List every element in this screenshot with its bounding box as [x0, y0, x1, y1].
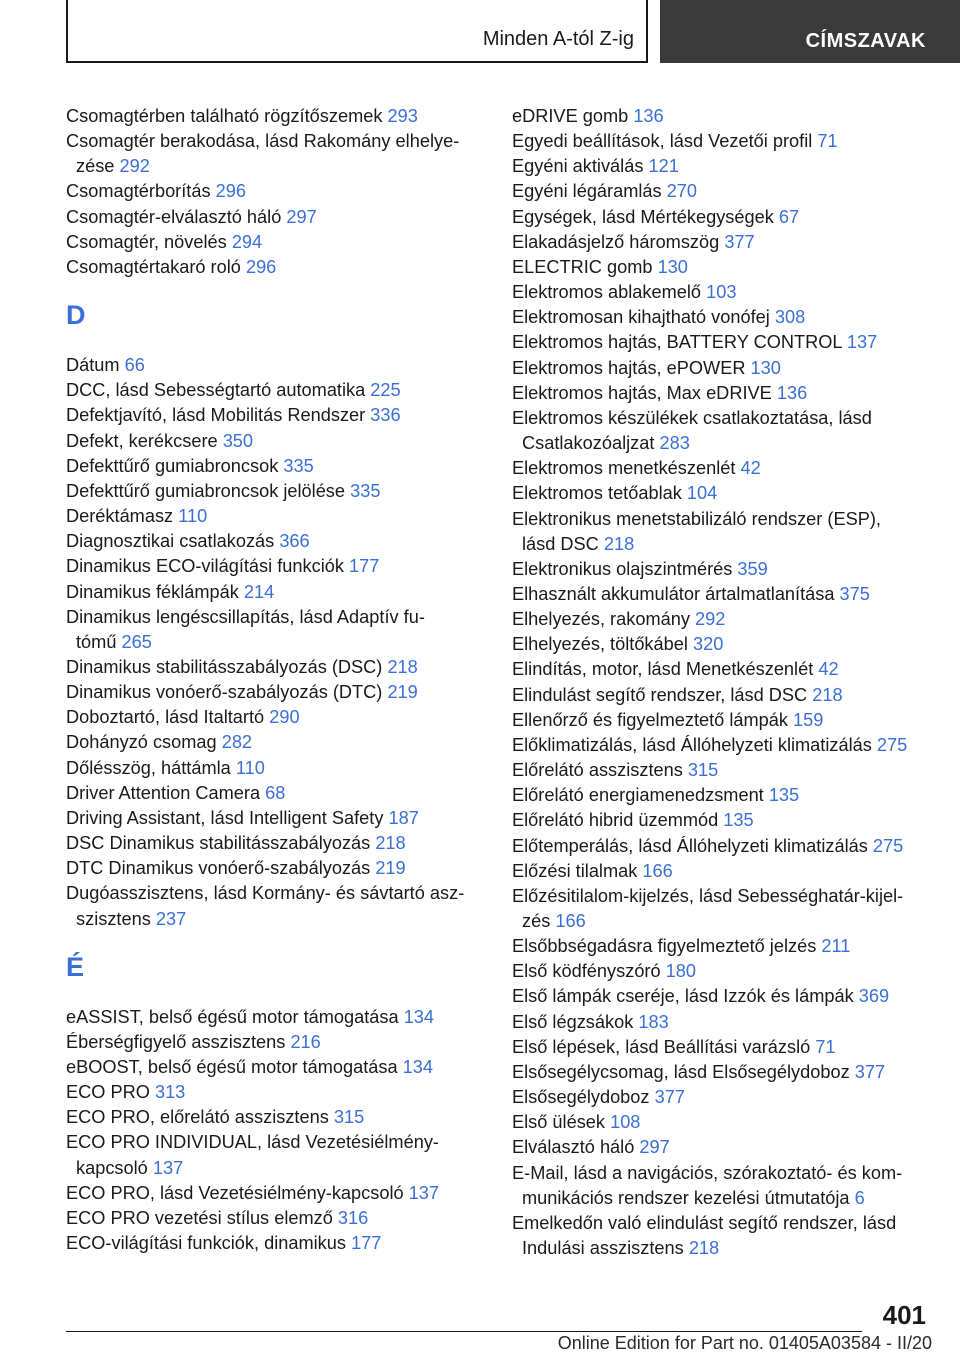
index-entry-term: ECO PRO vezetési stílus elemző	[66, 1207, 333, 1228]
index-entry	[512, 330, 932, 355]
index-entry	[512, 381, 932, 406]
index-entry	[512, 859, 932, 884]
index-entry	[512, 959, 932, 984]
index-entry	[512, 129, 932, 154]
index-entry	[66, 705, 486, 730]
index-entry-term: Elhasznált akkumulátor ártalmatlanítása	[512, 583, 835, 604]
index-entry	[512, 1035, 932, 1060]
index-entry	[512, 834, 932, 859]
index-entry-page-link[interactable]: 71	[815, 1036, 836, 1057]
index-entry-continuation: kapcsoló	[76, 1157, 148, 1178]
index-entry-page-link[interactable]: 283	[659, 433, 690, 454]
index-entry-term: E-Mail, lásd a navigációs, szórakoztató- és kom-	[512, 1162, 903, 1183]
index-entry-page-link[interactable]: 218	[387, 656, 418, 677]
index-entry-page-link[interactable]: 135	[723, 810, 754, 831]
index-entry-continuation: Csatlakozóaljzat	[522, 433, 655, 454]
index-entry-term: Egységek, lásd Mértékegységek	[512, 206, 774, 227]
index-entry-page-link[interactable]: 296	[215, 181, 246, 202]
index-entry-page-link[interactable]: 218	[688, 1238, 720, 1259]
index-entry	[512, 708, 932, 733]
index-entry	[66, 756, 486, 781]
index-entry-page-link[interactable]: 292	[119, 156, 150, 177]
index-entry	[512, 456, 932, 481]
index-entry-term: Első ködfényszóró	[512, 961, 661, 982]
index-entry-page-link[interactable]: 297	[639, 1137, 670, 1158]
index-entry-page-link[interactable]: 103	[706, 282, 737, 303]
index-entry-page-link[interactable]: 296	[245, 256, 277, 277]
index-entry-page-link[interactable]: 275	[876, 734, 908, 755]
index-entry-term: Elektromos hajtás, Max eDRIVE	[512, 382, 772, 403]
index-entry-term: Defekttűrő gumiabroncsok	[66, 455, 279, 476]
index-entry-term: Elektromos készülékek csatlakoztatása, lásd	[512, 407, 872, 428]
index-group-d	[66, 353, 486, 932]
index-entry-page-link[interactable]: 135	[768, 785, 800, 806]
index-entry-term: Elsősegélydoboz	[512, 1087, 650, 1108]
index-entry-term: Elektromos tetőablak	[512, 483, 682, 504]
index-entry	[512, 1085, 932, 1110]
index-entry-term: ECO-világítási funkciók, dinamikus	[66, 1233, 346, 1254]
index-entry-term: Defekt, kerékcsere	[66, 430, 218, 451]
index-entry-term: Dinamikus stabilitásszabályozás (DSC)	[66, 656, 383, 677]
index-entry	[512, 657, 932, 682]
index-entry	[512, 1110, 932, 1135]
index-entry	[66, 205, 486, 230]
index-entry-page-link[interactable]: 187	[388, 807, 419, 828]
index-entry-term: Éberségfigyelő asszisztens	[66, 1031, 286, 1052]
index-entry-term: Elektronikus menetstabilizáló rendszer (ESP),	[512, 508, 881, 529]
index-entry-page-link[interactable]: 180	[665, 961, 697, 982]
index-entry-term: eASSIST, belső égésű motor támogatása	[66, 1006, 399, 1027]
index-entry-page-link[interactable]: 136	[776, 382, 808, 403]
index-entry-term: Elhelyezés, rakomány	[512, 609, 690, 630]
index-entry-term: Dinamikus lengéscsillapítás, lásd Adaptív fu-	[66, 606, 425, 627]
index-entry-continuation: zése	[76, 156, 115, 177]
index-entry	[66, 781, 486, 806]
index-entry-term: Elektronikus olajszintmérés	[512, 558, 733, 579]
index-entry-page-link[interactable]: 68	[265, 782, 286, 803]
index-entry	[66, 1005, 486, 1030]
index-entry-page-link[interactable]: 136	[633, 106, 664, 126]
index-entry-page-link[interactable]: 214	[243, 581, 275, 602]
index-entry-page-link[interactable]: 290	[269, 707, 300, 728]
index-entry-page-link[interactable]: 315	[687, 760, 719, 781]
index-entry-term: Elektromos menetkészenlét	[512, 458, 736, 479]
index-entry-page-link[interactable]: 130	[750, 357, 781, 378]
index-entry-page-link[interactable]: 293	[387, 106, 418, 126]
index-entry-term: Dugóasszisztens, lásd Kormány- és sávtartó asz-	[66, 883, 465, 904]
index-entry-page-link[interactable]: 6	[854, 1187, 865, 1208]
index-entry-page-link[interactable]: 177	[349, 556, 380, 577]
header-chapter-title: CÍMSZAVAK	[805, 30, 926, 52]
index-entry-term: ECO PRO INDIVIDUAL, lásd Vezetésiélmény-	[66, 1132, 439, 1153]
index-entry-term: Diagnosztikai csatlakozás	[66, 531, 275, 552]
index-entry-term: eBOOST, belső égésű motor támogatása	[66, 1057, 398, 1077]
index-entry	[512, 607, 932, 632]
index-entry	[66, 881, 486, 931]
index-entry	[512, 406, 932, 456]
index-entry-term: Előrelátó hibrid üzemmód	[512, 810, 719, 831]
index-entry-term: Csomagtértakaró roló	[66, 256, 241, 277]
index-entry	[66, 655, 486, 680]
index-entry-page-link[interactable]: 137	[152, 1157, 184, 1178]
index-entry	[512, 154, 932, 179]
index-entry	[512, 1211, 932, 1261]
index-entry-page-link[interactable]: 335	[350, 480, 381, 501]
index-entry-term: Driving Assistant, lásd Intelligent Safety	[66, 807, 384, 828]
index-entry-page-link[interactable]: 225	[370, 380, 401, 401]
index-entry	[512, 481, 932, 506]
page-number: 401	[882, 1300, 926, 1330]
index-entry-page-link[interactable]: 110	[178, 506, 208, 527]
index-entry-page-link[interactable]: 134	[403, 1006, 435, 1027]
index-entry	[512, 984, 932, 1009]
index-entry-page-link[interactable]: 108	[610, 1112, 641, 1133]
index-entry	[512, 733, 932, 758]
index-entry	[66, 1030, 486, 1055]
index-entry	[512, 356, 932, 381]
index-entry-term: Elindulást segítő rendszer, lásd DSC	[512, 684, 808, 705]
footer-divider	[66, 1331, 862, 1332]
index-entry-page-link[interactable]: 308	[774, 307, 806, 328]
index-entry-page-link[interactable]: 316	[337, 1207, 369, 1228]
index-entry-term: DCC, lásd Sebességtartó automatika	[66, 380, 366, 401]
index-entry-term: Csomagtérben található rögzítőszemek	[66, 106, 383, 126]
index-entry	[512, 104, 932, 129]
index-entry-page-link[interactable]: 104	[686, 483, 718, 504]
index-entry	[66, 104, 486, 129]
index-entry-page-link[interactable]: 218	[375, 833, 406, 854]
index-entry	[512, 884, 932, 934]
index-entry	[66, 129, 486, 179]
index-entry-continuation: lásd DSC	[522, 533, 599, 554]
index-entry-term: Első légzsákok	[512, 1011, 634, 1032]
index-entry-term: Elakadásjelző háromszög	[512, 231, 720, 252]
index-entry-term: Ellenőrző és figyelmeztető lámpák	[512, 709, 788, 730]
index-entry-term: Dinamikus vonóerő-szabályozás (DTC)	[66, 682, 383, 703]
index-entry	[66, 1080, 486, 1105]
index-entry-term: ECO PRO, lásd Vezetésiélmény-kapcsoló	[66, 1182, 404, 1203]
index-entry-page-link[interactable]: 42	[818, 659, 839, 680]
index-entry	[512, 280, 932, 305]
index-entry	[66, 230, 486, 255]
index-entry-term: Dohányzó csomag	[66, 732, 217, 753]
index-entry-term: Defektjavító, lásd Mobilitás Rendszer	[66, 405, 366, 426]
index-entry-page-link[interactable]: 313	[154, 1082, 186, 1103]
index-entry-page-link[interactable]: 265	[121, 631, 152, 652]
index-letter-e: É	[66, 951, 85, 982]
index-entry-page-link[interactable]: 336	[370, 405, 401, 426]
index-entry-term: Doboztartó, lásd Italtartó	[66, 707, 265, 728]
index-entry	[512, 582, 932, 607]
index-entry-term: ECO PRO, előrelátó asszisztens	[66, 1107, 329, 1128]
index-entry	[66, 1130, 486, 1180]
index-entry-page-link[interactable]: 350	[222, 430, 254, 451]
index-entry-term: Dátum	[66, 355, 120, 376]
index-group-e	[66, 1005, 486, 1257]
index-entry-page-link[interactable]: 183	[638, 1011, 669, 1032]
index-entry-page-link[interactable]: 366	[279, 531, 310, 552]
index-entry-term: DTC Dinamikus vonóerő-szabályozás	[66, 858, 371, 879]
index-letter-d: D	[66, 300, 86, 331]
index-entry-page-link[interactable]: 377	[654, 1087, 685, 1108]
index-entry-page-link[interactable]: 42	[740, 458, 761, 479]
index-entry-page-link[interactable]: 375	[839, 583, 870, 604]
index-entry	[512, 230, 932, 255]
index-entry-page-link[interactable]: 275	[872, 835, 904, 856]
index-entry	[512, 205, 932, 230]
index-entry-term: Előzésitilalom-kijelzés, lásd Sebességhatár-kijel-	[512, 885, 904, 906]
header-chapter-tab	[660, 0, 960, 63]
index-entry	[66, 605, 486, 655]
index-entry-page-link[interactable]: 377	[724, 231, 755, 252]
index-entry-term: Előrelátó asszisztens	[512, 760, 683, 781]
index-entry-term: Driver Attention Camera	[66, 782, 261, 803]
index-entry-page-link[interactable]: 211	[821, 936, 851, 957]
index-entry	[66, 1181, 486, 1206]
index-entry	[512, 934, 932, 959]
index-entry-term: Elhelyezés, töltőkábel	[512, 634, 688, 655]
index-entry	[66, 680, 486, 705]
index-entry	[66, 504, 486, 529]
index-entry-page-link[interactable]: 218	[812, 684, 843, 705]
index-entry	[512, 1135, 932, 1160]
index-entry	[512, 179, 932, 204]
index-entry-term: Csomagtér berakodása, lásd Rakomány elhelye-	[66, 131, 460, 152]
index-entry-page-link[interactable]: 71	[817, 131, 838, 152]
index-entry-term: Elektromos hajtás, ePOWER	[512, 357, 746, 378]
index-entry	[512, 305, 932, 330]
index-entry-term: Előklimatizálás, lásd Állóhelyzeti klimatizálás	[512, 734, 872, 755]
index-entry-page-link[interactable]: 292	[694, 609, 726, 630]
index-entry-continuation: szisztens	[76, 908, 151, 929]
index-entry-page-link[interactable]: 159	[793, 709, 824, 730]
index-column-right	[512, 104, 932, 1261]
index-entry-term: Elsősegélycsomag, lásd Elsősegélydoboz	[512, 1061, 850, 1082]
index-entry	[512, 683, 932, 708]
index-entry-page-link[interactable]: 270	[666, 181, 698, 202]
index-entry	[512, 808, 932, 833]
index-entry-page-link[interactable]: 216	[290, 1031, 321, 1052]
index-entry-page-link[interactable]: 166	[642, 860, 673, 881]
index-entry-term: eDRIVE gomb	[512, 106, 629, 126]
index-entry	[512, 255, 932, 280]
index-entry	[66, 179, 486, 204]
index-entry	[512, 783, 932, 808]
index-entry-term: Egyéni légáramlás	[512, 181, 662, 202]
index-entry-page-link[interactable]: 297	[286, 206, 317, 227]
index-entry	[66, 353, 486, 378]
index-entry-continuation: zés	[522, 911, 551, 931]
index-entry-page-link[interactable]: 369	[858, 986, 890, 1007]
index-entry-page-link[interactable]: 219	[375, 858, 406, 879]
index-entry-term: Elsőbbségadásra figyelmeztető jelzés	[512, 936, 817, 957]
index-entry	[66, 378, 486, 403]
index-entry	[66, 730, 486, 755]
index-entry-term: Elválasztó háló	[512, 1137, 635, 1158]
index-entry	[512, 557, 932, 582]
index-entry-term: Csomagtér-elválasztó háló	[66, 206, 282, 227]
index-entry-term: Elektromosan kihajtható vonófej	[512, 307, 770, 328]
index-entry-term: Előtemperálás, lásd Állóhelyzeti klimatizálás	[512, 835, 868, 856]
index-entry	[512, 1060, 932, 1085]
index-entry	[66, 1231, 486, 1256]
index-entry-page-link[interactable]: 315	[333, 1107, 365, 1128]
index-entry-page-link[interactable]: 282	[221, 732, 253, 753]
index-entry	[66, 529, 486, 554]
index-entry-continuation: munikációs rendszer kezelési útmutatója	[522, 1187, 850, 1208]
index-entry-page-link[interactable]: 130	[657, 256, 688, 277]
index-entry-term: Defekttűrő gumiabroncsok jelölése	[66, 480, 346, 501]
index-entry-page-link[interactable]: 177	[351, 1233, 382, 1254]
index-entry-page-link[interactable]: 359	[737, 558, 768, 579]
index-entry-page-link[interactable]: 121	[648, 156, 679, 177]
index-entry-term: Csomagtérborítás	[66, 181, 211, 202]
header-section-title: Minden A-tól Z-ig	[482, 28, 634, 50]
index-entry	[512, 758, 932, 783]
index-entry-page-link[interactable]: 66	[124, 355, 145, 376]
index-entry-term: Dinamikus ECO-világítási funkciók	[66, 556, 344, 577]
index-entry	[66, 479, 486, 504]
index-entry-term: DSC Dinamikus stabilitásszabályozás	[66, 833, 371, 854]
index-entry-term: Első lámpák cseréje, lásd Izzók és lámpák	[512, 986, 854, 1007]
index-entry-page-link[interactable]: 320	[692, 634, 724, 655]
index-entry	[66, 580, 486, 605]
index-entry	[512, 1161, 932, 1211]
index-entry	[66, 806, 486, 831]
index-entry	[512, 632, 932, 657]
index-entry-page-link[interactable]: 219	[387, 682, 418, 703]
index-entry	[66, 1206, 486, 1231]
index-entry-page-link[interactable]: 166	[555, 911, 586, 931]
index-entry-term: ELECTRIC gomb	[512, 256, 653, 277]
index-entry-page-link[interactable]: 137	[846, 332, 878, 353]
index-entry-term: Emelkedőn való elindulást segítő rendszer, lásd	[512, 1212, 897, 1233]
index-entry-term: Első ülések	[512, 1112, 606, 1133]
index-entry-term: Elektromos hajtás, BATTERY CONTROL	[512, 332, 842, 353]
index-entry	[512, 507, 932, 557]
index-entry-term: Egyedi beállítások, lásd Vezetői profil	[512, 131, 813, 152]
index-entry	[66, 856, 486, 881]
index-entry-term: Előzési tilalmak	[512, 860, 638, 881]
index-group-c	[66, 104, 486, 280]
index-entry	[66, 831, 486, 856]
index-entry-term: Dinamikus féklámpák	[66, 581, 239, 602]
index-entry-term: ECO PRO	[66, 1082, 150, 1103]
index-entry-term: Elindítás, motor, lásd Menetkészenlét	[512, 659, 814, 680]
header-section-tab	[66, 0, 648, 63]
footer-edition: Online Edition for Part no. 01405A03584 - II/20	[557, 1333, 932, 1353]
index-entry-continuation: tómű	[76, 631, 117, 652]
index-entry-page-link[interactable]: 134	[402, 1057, 434, 1077]
index-entry-term: Egyéni aktiválás	[512, 156, 644, 177]
index-group-e-continued	[512, 104, 932, 1261]
index-entry	[66, 1105, 486, 1130]
index-entry-page-link[interactable]: 67	[778, 206, 800, 227]
index-entry-term: Deréktámasz	[66, 506, 174, 527]
index-entry-term: Előrelátó energiamenedzsment	[512, 785, 764, 806]
index-entry	[66, 454, 486, 479]
index-entry-term: Első lépések, lásd Beállítási varázsló	[512, 1036, 811, 1057]
index-entry-page-link[interactable]: 294	[231, 231, 263, 252]
index-entry-page-link[interactable]: 377	[854, 1061, 886, 1082]
index-entry	[66, 403, 486, 428]
index-entry-page-link[interactable]: 137	[408, 1182, 440, 1203]
index-entry	[66, 429, 486, 454]
index-entry	[66, 554, 486, 579]
index-entry-term: Csomagtér, növelés	[66, 231, 227, 252]
index-entry-term: Elektromos ablakemelő	[512, 282, 702, 303]
index-entry-page-link[interactable]: 218	[603, 533, 635, 554]
index-column-left	[66, 104, 486, 1256]
index-entry	[66, 1055, 486, 1080]
index-entry-continuation: Indulási asszisztens	[522, 1238, 684, 1259]
index-entry-page-link[interactable]: 237	[155, 908, 187, 929]
index-entry-term: Dőlésszög, háttámla	[66, 757, 231, 778]
index-entry-page-link[interactable]: 335	[283, 455, 314, 476]
index-entry-page-link[interactable]: 110	[235, 757, 265, 778]
index-entry	[66, 255, 486, 280]
index-entry	[512, 1010, 932, 1035]
